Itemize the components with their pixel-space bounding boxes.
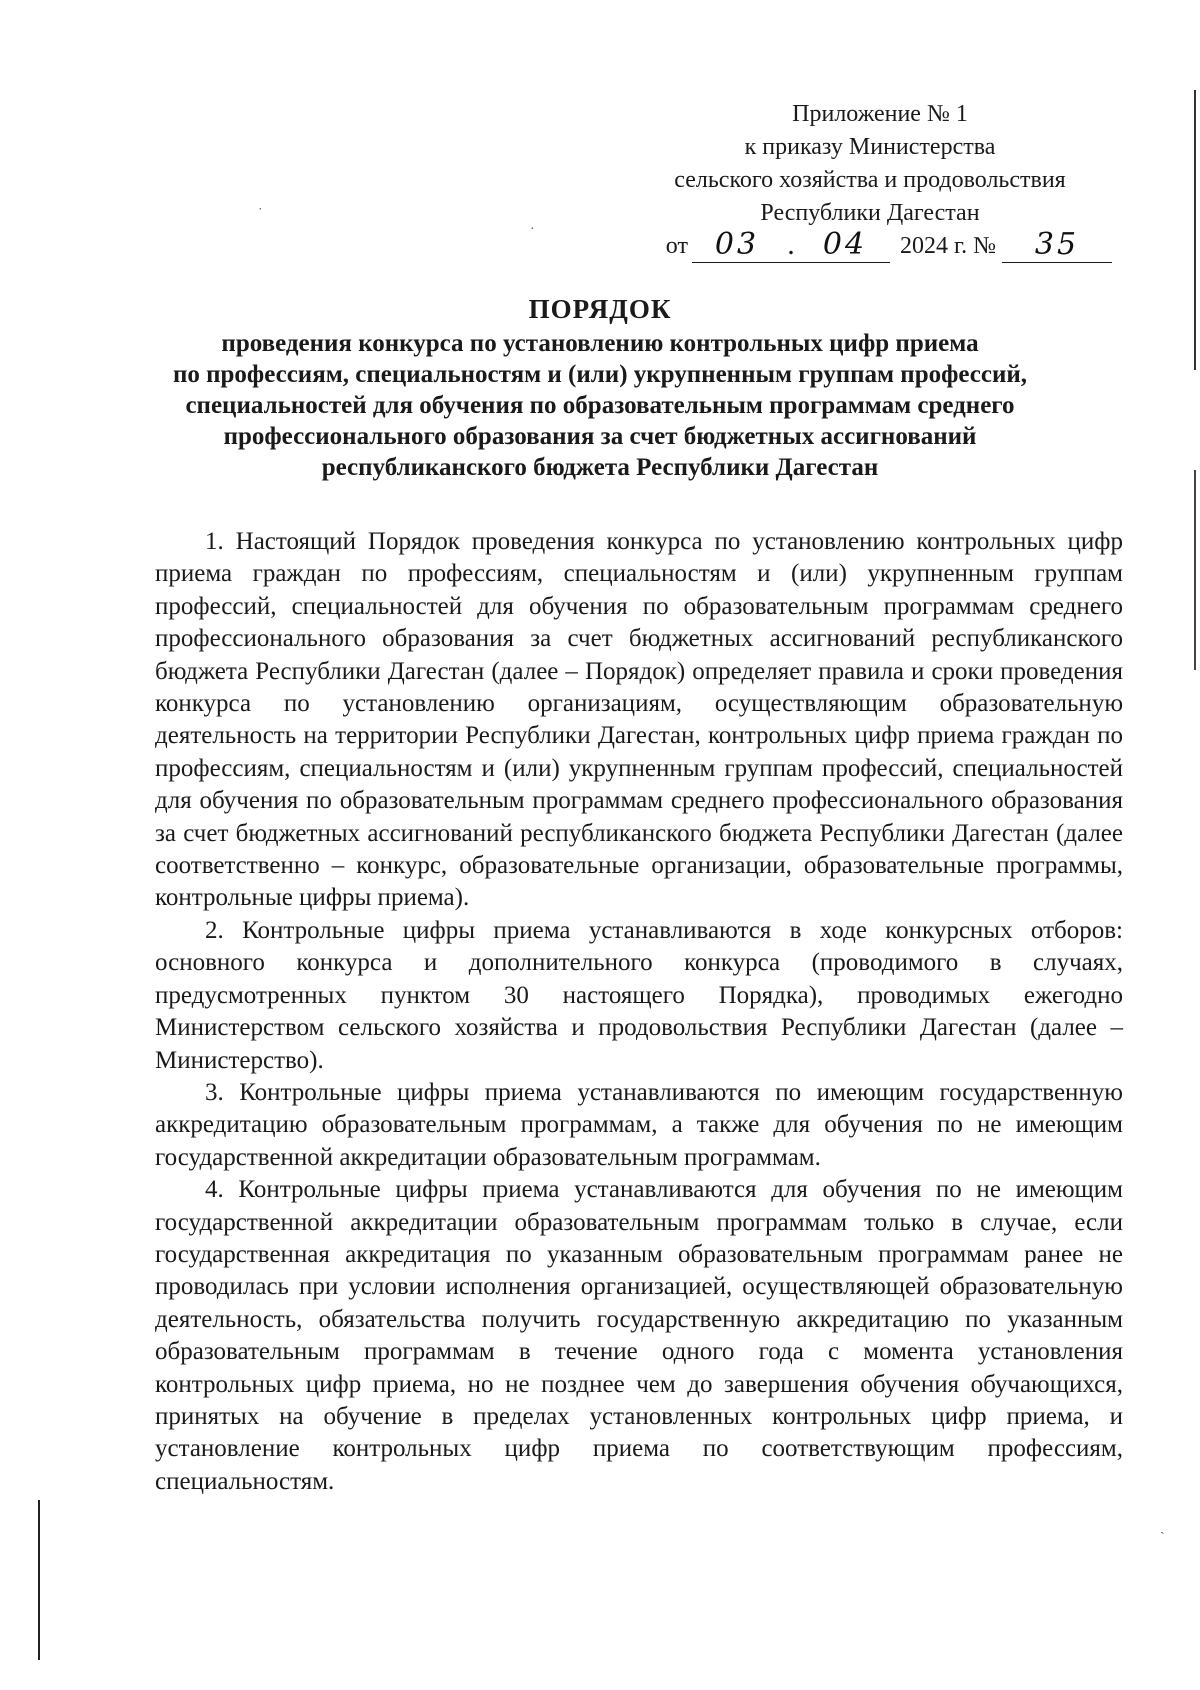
paragraph-3: 3. Контрольные цифры приема устанавливаются по имеющим государственную аккредитацию образовательным программам, а также для обучения по не имеющим государственной аккредитации образовательным программам. <box>155 1078 1123 1171</box>
subtitle-line: республиканского бюджета Республики Дагестан <box>321 454 879 481</box>
appendix-order-ref: к приказу Министерства <box>744 134 996 160</box>
date-prefix: от <box>665 233 688 259</box>
subtitle-line: специальностей для обучения по образовательным программам среднего <box>185 392 1015 419</box>
scan-edge-mark <box>38 1500 40 1660</box>
date-year: 2024 г. № <box>899 233 996 259</box>
document-body <box>155 526 1123 1498</box>
scan-edge-mark <box>1194 90 1196 370</box>
subtitle-line: по профессиям, специальностям и (или) укрупненным группам профессий, <box>172 361 1028 388</box>
document-title: ПОРЯДОК <box>528 294 672 324</box>
subtitle-line: проведения конкурса по установлению контрольных цифр приема <box>221 330 979 357</box>
appendix-ministry: сельского хозяйства и продовольствия <box>674 167 1066 193</box>
scan-edge-mark <box>1194 470 1196 670</box>
scan-speck: ˙ <box>258 206 263 221</box>
appendix-number: Приложение № 1 <box>792 101 968 127</box>
paragraph-4: 4. Контрольные цифры приема устанавливаются для обучения по не имеющим государственной аккредитации образовательным программам только в случае, если государственная аккредитация по указанным образовательным программам ранее не проводилась при условии исполнения организацией, осуществляющей образовательную деятельность, обязательства получить государственную аккредитацию по указанным образовательным программам в течение одного года с момента установления контрольных цифр приема, но не позднее чем до завершения обучения обучающихся, принятых на обучение в пределах установленных контрольных цифр приема, и установление контрольных цифр приема по соответствующим профессиям, специальностям. <box>155 1176 1123 1495</box>
date-separator: . <box>782 230 800 263</box>
document-title-block <box>120 292 1080 483</box>
appendix-date-line <box>620 227 1120 263</box>
order-number-handwritten: 35 <box>1002 230 1112 263</box>
appendix-republic: Республики Дагестан <box>760 200 980 226</box>
paragraph-2: 2. Контрольные цифры приема устанавливаются в ходе конкурсных отборов: основного конкурса и дополнительного конкурса (проводимого в случаях, предусмотренных пунктом 30 настоящего Порядка), проводимых ежегодно Министерством сельского хозяйства и продовольствия Республики Дагестан (далее – Министерство). <box>155 916 1123 1074</box>
scan-speck: · <box>530 222 535 237</box>
subtitle-line: профессионального образования за счет бюджетных ассигнований <box>223 423 977 450</box>
document-subtitle <box>120 328 1080 483</box>
scan-speck: ˏ <box>1160 1520 1165 1535</box>
paragraph-1: 1. Настоящий Порядок проведения конкурса по установлению контрольных цифр приема граждан по профессиям, специальностям и (или) укрупненным группам профессий, специальностей для обучения по образовательным программам среднего профессионального образования за счет бюджетных ассигнований республиканского бюджета Республики Дагестан (далее – Порядок) определяет правила и сроки проведения конкурса по установлению организациям, осуществляющим образовательную деятельность на территории Республики Дагестан, контрольных цифр приема граждан по профессиям, специальностям и (или) укрупненным группам профессий, специальностей для обучения по образовательным программам среднего профессионального образования за счет бюджетных ассигнований республиканского бюджета Республики Дагестан (далее соответственно – конкурс, образовательные организации, образовательные программы, контрольные цифры приема). <box>155 528 1123 912</box>
date-month-handwritten: 04 <box>800 230 890 263</box>
date-day-handwritten: 03 <box>692 230 782 263</box>
appendix-header <box>620 98 1120 263</box>
